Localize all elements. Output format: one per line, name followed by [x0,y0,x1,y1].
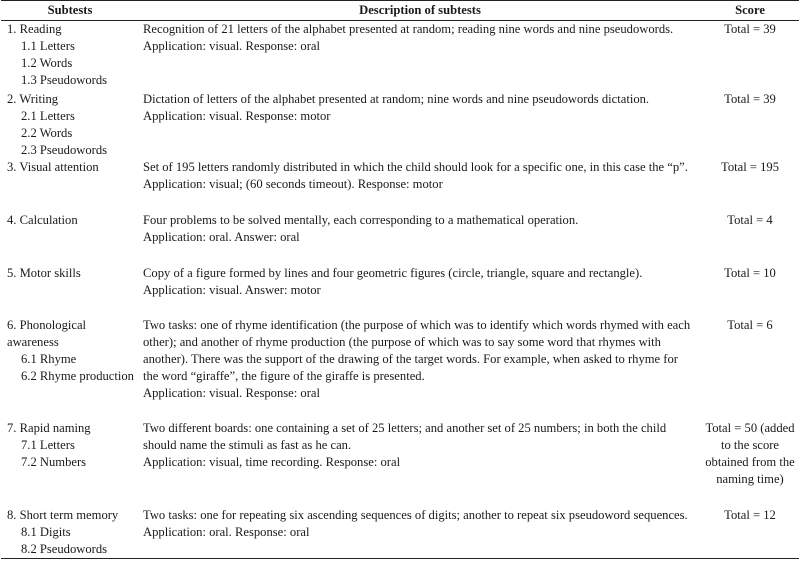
description-cell [139,159,701,212]
table-row-short-term-memory [1,507,799,559]
application-text: Application: visual, time recording. Response: oral [143,455,401,469]
header-score: Score [701,1,799,21]
subtest-item: 2.1 Letters [21,109,75,123]
table-row-calculation [1,212,799,265]
table-row-reading [1,21,799,92]
description-cell [139,317,701,420]
subtest-title: 5. Motor skills [7,266,81,280]
subtest-cell [1,420,139,507]
score-cell: Total = 39 [724,92,776,106]
description-cell [139,507,701,559]
table-header-row [1,1,799,21]
subtest-item: 1.1 Letters [21,39,75,53]
subtest-title: 6. Phonological awareness [7,318,87,349]
subtest-item: 8.2 Pseudowords [21,542,108,556]
subtest-item: 8.1 Digits [21,525,71,539]
subtest-title: 8. Short term memory [7,508,119,522]
subtest-item: 7.1 Letters [21,438,75,452]
description-cell [139,91,701,159]
description-text: Recognition of 21 letters of the alphabet presented at random; reading nine words and nine pseudowords. [143,22,674,36]
subtest-title: 4. Calculation [7,213,78,227]
table-row-rapid-naming [1,420,799,507]
score-cell: Total = 10 [724,266,776,280]
description-text: Copy of a figure formed by lines and four geometric figures (circle, triangle, square and rectangle). [143,266,643,280]
application-text: Application: visual. Response: oral [143,386,320,400]
application-text: Application: visual; (60 seconds timeout). Response: motor [143,177,443,191]
subtest-cell [1,507,139,559]
application-text: Application: visual. Response: motor [143,109,331,123]
table-row-visual-attention [1,159,799,212]
subtest-item: 2.2 Words [21,126,73,140]
table-row-writing [1,91,799,159]
description-text: Set of 195 letters randomly distributed in which the child should look for a specific one, in this case the “p”. [143,160,688,174]
subtest-title: 2. Writing [7,92,59,106]
table-row-phonological-awareness [1,317,799,420]
header-description: Description of subtests [139,1,701,21]
subtest-item: 6.1 Rhyme [21,352,77,366]
application-text: Application: oral. Answer: oral [143,230,300,244]
score-cell: Total = 6 [727,318,773,332]
score-cell: Total = 39 [724,22,776,36]
subtest-title: 3. Visual attention [7,160,99,174]
description-cell [139,265,701,317]
subtest-item: 6.2 Rhyme production [21,369,134,383]
score-cell: Total = 12 [701,507,799,559]
subtest-title: 7. Rapid naming [7,421,91,435]
description-text: Two tasks: one of rhyme identification (the purpose of which was to identify which words rhymed with each other); and another of rhyme production (the purpose of which was to say some word that rhymes with another). There was the support of the drawing of the target words. For example, when asked to rhyme for the word “giraffe”, the figure of the giraffe is presented. [143,318,691,383]
description-cell [139,420,701,507]
subtest-cell [1,317,139,420]
score-cell: Total = 195 [721,160,779,174]
subtest-item: 1.3 Pseudowords [21,73,108,87]
description-text: Two tasks: one for repeating six ascending sequences of digits; another to repeat six pseudoword sequences. [143,508,688,522]
score-cell: Total = 4 [727,213,773,227]
description-text: Four problems to be solved mentally, each corresponding to a mathematical operation. [143,213,579,227]
subtest-cell [1,265,139,317]
header-subtests: Subtests [1,1,139,21]
subtest-cell [1,159,139,212]
table-row-motor-skills [1,265,799,317]
description-text: Two different boards: one containing a set of 25 letters; and another set of 25 numbers; in both the child should name the stimuli as fast as he can. [143,421,667,452]
application-text: Application: oral. Response: oral [143,525,310,539]
application-text: Application: visual. Answer: motor [143,283,321,297]
subtest-cell [1,21,139,92]
score-cell: Total = 50 (added to the score obtained from the naming time) [705,421,795,486]
description-cell [139,212,701,265]
subtest-item: 7.2 Numbers [21,455,87,469]
description-cell [139,21,701,92]
subtest-item: 2.3 Pseudowords [21,143,108,157]
subtest-title: 1. Reading [7,22,62,36]
description-text: Dictation of letters of the alphabet presented at random; nine words and nine pseudowords dictation. [143,92,650,106]
subtest-item: 1.2 Words [21,56,73,70]
application-text: Application: visual. Response: oral [143,39,320,53]
subtest-cell [1,212,139,265]
subtests-table [1,0,799,559]
subtest-cell [1,91,139,159]
